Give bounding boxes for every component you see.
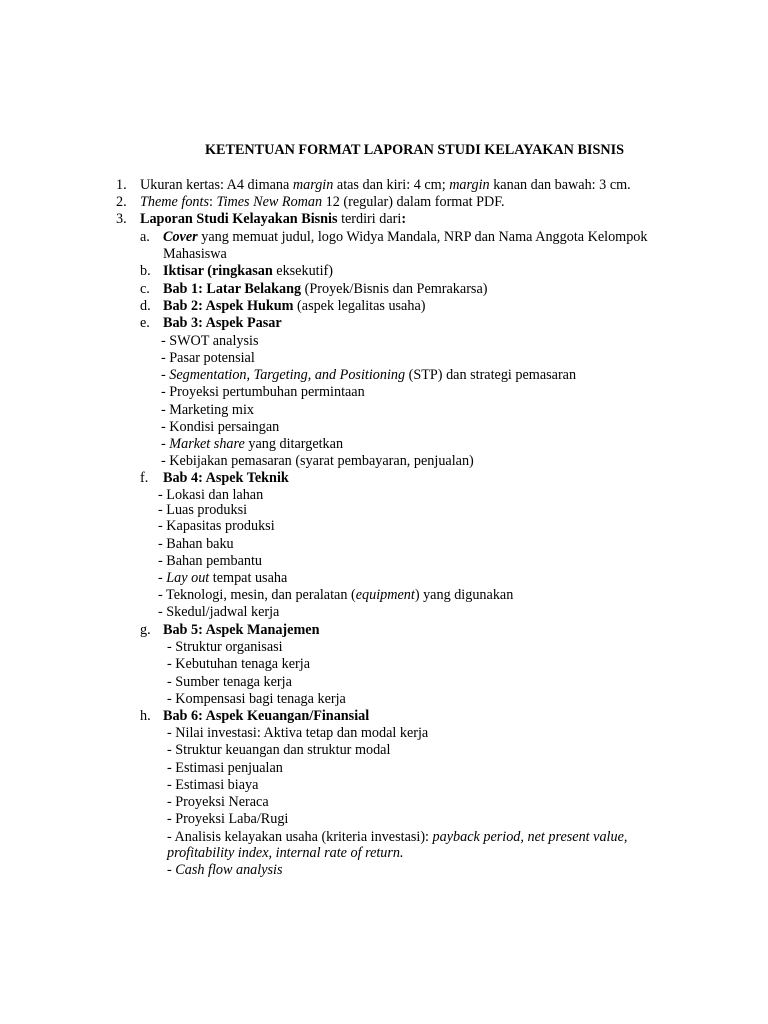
section-a-cover [163, 229, 648, 246]
section-f-subitem [158, 587, 513, 604]
section-h-heading: Bab 6: Aspek Keuangan/Finansial [163, 708, 370, 724]
section-e-subitem-segment: - Marketing mix [161, 402, 254, 418]
section-e-subitem-segment: yang ditargetkan [244, 436, 344, 452]
section-h-subitem [167, 742, 390, 759]
section-d-bab2-segment: Bab 2: Aspek Hukum [163, 298, 294, 314]
section-g-subitem [167, 656, 310, 673]
section-h-subitem [167, 845, 404, 862]
section-b-iktisar-segment: eksekutif) [272, 263, 333, 279]
section-a-cover-segment: Cover [163, 229, 198, 245]
list-letter: h. [140, 708, 151, 724]
numbered-item-1-segment: margin [292, 177, 334, 193]
numbered-item-3-segment: terdiri dari [337, 211, 402, 227]
section-g-subitem-segment: - Kebutuhan tenaga kerja [167, 656, 310, 672]
section-f-subitem [158, 518, 275, 535]
list-number: 1. [116, 177, 127, 193]
numbered-item-1-segment: kanan dan bawah: 3 cm. [489, 177, 631, 193]
section-d-bab2-segment: (aspek legalitas usaha) [293, 298, 426, 314]
section-h-subitem-segment: - [167, 862, 176, 878]
section-e-subitem-segment: (STP) dan strategi pemasaran [405, 367, 577, 383]
list-number: 3. [116, 211, 127, 227]
section-f-subitem-segment: Lay out [166, 570, 210, 586]
section-h-subitem [167, 725, 428, 742]
section-e-subitem-segment: Segmentation, Targeting, and Positioning [169, 367, 406, 383]
section-e-subitem [161, 333, 258, 350]
numbered-item-1-segment: margin [449, 177, 490, 193]
numbered-item-2-segment: Theme fonts [140, 194, 209, 210]
list-letter: d. [140, 298, 151, 314]
section-f-subitem-segment: - Luas produksi [158, 502, 248, 518]
section-e-subitem [161, 350, 255, 367]
section-f-subitem-segment: ) yang digunakan [414, 587, 514, 603]
section-h-subitem-segment: - Estimasi biaya [167, 777, 259, 793]
section-f-heading: Bab 4: Aspek Teknik [163, 470, 289, 486]
section-f-subitem [158, 502, 247, 519]
section-f-subitem [158, 570, 287, 587]
section-h-subitem-segment: - Analisis kelayakan usaha (kriteria investasi): [167, 829, 433, 845]
document-title: KETENTUAN FORMAT LAPORAN STUDI KELAYAKAN BISNIS [205, 142, 625, 158]
section-g-subitem [167, 639, 283, 656]
section-e-subitem [161, 453, 474, 470]
section-g-subitem-segment: - Kompensasi bagi tenaga kerja [167, 691, 346, 707]
section-h-subitem-segment: payback period, net present value, [432, 829, 628, 845]
section-h-subitem-segment: Cash flow analysis [175, 862, 283, 878]
section-h-subitem [167, 794, 269, 811]
section-g-subitem-segment: - Sumber tenaga kerja [167, 674, 292, 690]
section-e-subitem-segment: - Kebijakan pemasaran (syarat pembayaran, penjualan) [161, 453, 474, 469]
section-f-subitem-segment: - [158, 570, 167, 586]
section-c-bab1-segment: (Proyek/Bisnis dan Pemrakarsa) [301, 281, 488, 297]
section-g-subitem-segment: - Struktur organisasi [167, 639, 283, 655]
section-h-subitem [167, 829, 627, 846]
section-b-iktisar-segment: Iktisar (ringkasan [163, 263, 273, 279]
numbered-item-2-segment: : [208, 194, 217, 210]
section-f-subitem [158, 536, 234, 553]
section-a-cover-continued: Mahasiswa [163, 246, 227, 262]
section-h-subitem [167, 760, 283, 777]
list-letter: e. [140, 315, 150, 331]
section-h-subitem-segment: - Proyeksi Neraca [167, 794, 269, 810]
section-h-subitem-segment: - Struktur keuangan dan struktur modal [167, 742, 391, 758]
numbered-item-3 [140, 211, 406, 228]
numbered-item-1-segment: Ukuran kertas: A4 dimana [140, 177, 293, 193]
section-e-subitem-segment: - [161, 367, 170, 383]
numbered-item-3-segment: : [401, 211, 407, 227]
section-a-cover-segment: yang memuat judul, logo Widya Mandala, NRP dan Nama Anggota Kelompok [197, 229, 648, 245]
numbered-item-1 [140, 177, 631, 194]
numbered-item-2-segment: Times New Roman [216, 194, 323, 210]
numbered-item-2 [140, 194, 505, 211]
section-e-subitem [161, 436, 343, 453]
list-number: 2. [116, 194, 127, 210]
list-letter: b. [140, 263, 151, 279]
section-h-subitem [167, 811, 288, 828]
section-f-subitem-segment: tempat usaha [209, 570, 288, 586]
section-e-heading: Bab 3: Aspek Pasar [163, 315, 282, 331]
section-e-subitem-segment: Market share [169, 436, 245, 452]
section-g-heading: Bab 5: Aspek Manajemen [163, 622, 320, 638]
section-e-subitem [161, 367, 576, 384]
section-b-iktisar [163, 263, 333, 280]
section-g-subitem [167, 674, 292, 691]
section-h-subitem [167, 862, 283, 879]
list-letter: f. [140, 470, 149, 486]
section-f-subitem-segment: - Kapasitas produksi [158, 518, 275, 534]
numbered-item-3-segment: Laporan Studi Kelayakan Bisnis [140, 211, 338, 227]
section-h-subitem-segment: - Proyeksi Laba/Rugi [167, 811, 289, 827]
list-letter: a. [140, 229, 150, 245]
section-e-subitem-segment: - Kondisi persaingan [161, 419, 280, 435]
section-f-subitem-segment: - Teknologi, mesin, dan peralatan ( [158, 587, 356, 603]
section-f-subitem-segment: - Skedul/jadwal kerja [158, 604, 280, 620]
section-g-subitem [167, 691, 346, 708]
numbered-item-2-segment: 12 (regular) dalam format PDF. [322, 194, 505, 210]
section-e-subitem-segment: - [161, 436, 170, 452]
section-e-subitem [161, 402, 254, 419]
list-letter: g. [140, 622, 151, 638]
section-f-subitem-segment: - Bahan pembantu [158, 553, 263, 569]
section-c-bab1 [163, 281, 487, 298]
section-e-subitem-segment: - Proyeksi pertumbuhan permintaan [161, 384, 365, 400]
section-f-subitem [158, 553, 262, 570]
section-f-subitem-segment: - Lokasi dan lahan [158, 487, 264, 503]
section-f-subitem-segment: equipment [355, 587, 415, 603]
section-f-subitem-segment: - Bahan baku [158, 536, 234, 552]
section-e-subitem-segment: - SWOT analysis [161, 333, 259, 349]
section-e-subitem [161, 419, 279, 436]
numbered-item-1-segment: atas dan kiri: 4 cm; [333, 177, 450, 193]
section-f-subitem [158, 604, 279, 621]
section-h-subitem-segment: - Estimasi penjualan [167, 760, 283, 776]
section-c-bab1-segment: Bab 1: Latar Belakang [163, 281, 302, 297]
section-h-subitem [167, 777, 258, 794]
section-h-subitem-segment: - Nilai investasi: Aktiva tetap dan modal kerja [167, 725, 429, 741]
section-h-subitem-segment: profitability index, internal rate of return. [167, 845, 404, 861]
list-letter: c. [140, 281, 150, 297]
section-e-subitem-segment: - Pasar potensial [161, 350, 255, 366]
section-d-bab2 [163, 298, 425, 315]
section-e-subitem [161, 384, 365, 401]
